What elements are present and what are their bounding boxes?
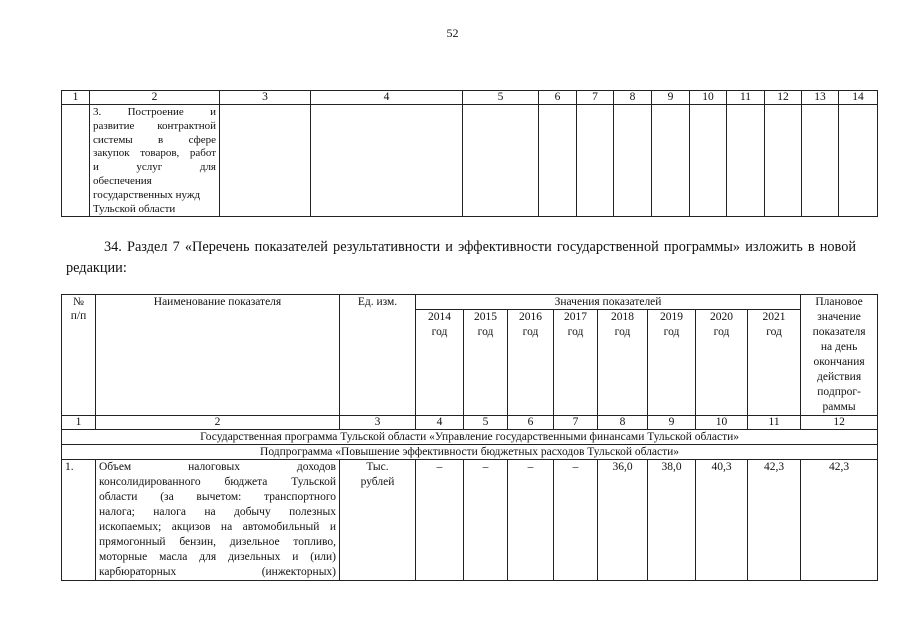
col-number: 4: [311, 91, 463, 105]
column-numbers-row: [62, 416, 878, 430]
col-number: 2: [96, 416, 340, 430]
planned-header: Плановое значение показателя на день окончания действия подпрог- раммы: [801, 295, 878, 416]
year-header: 2021 год: [748, 310, 801, 416]
col-number: 5: [464, 416, 508, 430]
num-header: № п/п: [62, 295, 96, 416]
table2-header-row: [62, 295, 878, 310]
subprogram-title: Подпрограмма «Повышение эффективности бюджетных расходов Тульской области»: [62, 445, 878, 460]
unit-cell: Тыс. рублей: [340, 460, 416, 581]
name-header: Наименование показателя: [96, 295, 340, 416]
col-number: 8: [598, 416, 648, 430]
col-number: 10: [696, 416, 748, 430]
continuation-table: [61, 90, 878, 217]
year-header: 2015 год: [464, 310, 508, 416]
planned-value-cell: 42,3: [801, 460, 878, 581]
program-title: Государственная программа Тульской области «Управление государственными финансами Тульской области»: [62, 430, 878, 445]
col-number: 7: [577, 91, 614, 105]
measure-name: 3. Построение и развитие контрактной системы в сфере закупок товаров, работ и услуг для обеспечения государственных нужд Тульской области: [90, 105, 220, 217]
col-number: 12: [765, 91, 802, 105]
col-number: 11: [748, 416, 801, 430]
indicators-table: [61, 294, 878, 581]
value-cell: –: [554, 460, 598, 581]
value-cell: 42,3: [748, 460, 801, 581]
col-number: 2: [90, 91, 220, 105]
col-number: 7: [554, 416, 598, 430]
col-number: 6: [539, 91, 577, 105]
col-number: 8: [614, 91, 652, 105]
table-row: [62, 105, 878, 217]
value-cell: 40,3: [696, 460, 748, 581]
table-row: [62, 460, 878, 581]
col-number: 9: [652, 91, 690, 105]
value-cell: –: [464, 460, 508, 581]
col-number: 12: [801, 416, 878, 430]
amendment-paragraph: 34. Раздел 7 «Перечень показателей результативности и эффективности государственной программы» изложить в новой редакции:: [66, 239, 856, 276]
page-number: 52: [446, 26, 459, 40]
col-number: 1: [62, 416, 96, 430]
col-number: 11: [727, 91, 765, 105]
col-number: 4: [416, 416, 464, 430]
year-header: 2020 год: [696, 310, 748, 416]
year-header: 2016 год: [508, 310, 554, 416]
col-number: 3: [340, 416, 416, 430]
col-number: 10: [690, 91, 727, 105]
col-number: 14: [839, 91, 878, 105]
year-header: 2019 год: [648, 310, 696, 416]
col-number: 5: [463, 91, 539, 105]
year-header: 2018 год: [598, 310, 648, 416]
col-number: 9: [648, 416, 696, 430]
values-header: Значения показателей: [416, 295, 801, 310]
col-number: 3: [220, 91, 311, 105]
subprogram-row: [62, 445, 878, 460]
value-cell: 38,0: [648, 460, 696, 581]
col-number: 1: [62, 91, 90, 105]
value-cell: 36,0: [598, 460, 648, 581]
value-cell: –: [416, 460, 464, 581]
row-number: 1.: [62, 460, 96, 581]
col-number: 6: [508, 416, 554, 430]
indicator-name: Объем налоговых доходов консолидированного бюджета Тульской области (за вычетом: транспортного налога; налога на добычу полезных ископаемых; акцизов на автомобильный и прямогонный бензин, дизельное топливо, моторные масла для дизельных и (или) карбюраторных (инжекторных): [96, 460, 340, 581]
table1-header-row: [62, 91, 878, 105]
year-header: 2017 год: [554, 310, 598, 416]
value-cell: –: [508, 460, 554, 581]
unit-header: Ед. изм.: [340, 295, 416, 416]
year-header: 2014 год: [416, 310, 464, 416]
col-number: 13: [802, 91, 839, 105]
program-row: [62, 430, 878, 445]
